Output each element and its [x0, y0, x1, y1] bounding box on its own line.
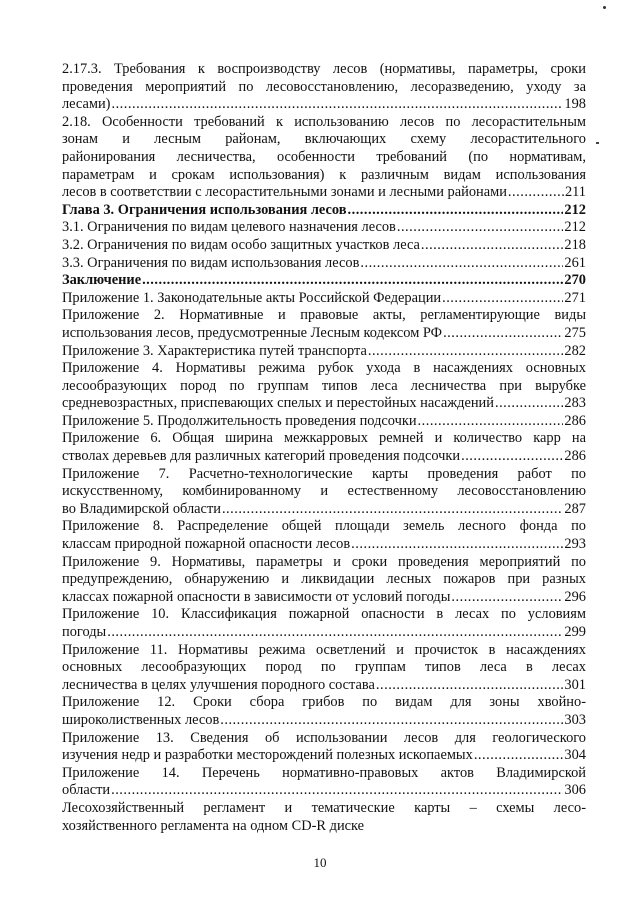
- toc-entry-text: Приложение 5. Продолжительность проведения подсочки: [62, 412, 417, 429]
- toc-entry-text: классах пожарной опасности в зависимости от условий погоды: [62, 588, 451, 605]
- dot-leader: [360, 255, 563, 273]
- toc-line: Приложение 10. Классификация пожарной опасности в лесах по условиям: [62, 606, 586, 623]
- toc-entry-chapter-3[interactable]: [62, 202, 586, 220]
- toc-line: [62, 290, 586, 308]
- toc-line: Лесохозяйственный регламент и тематические карты – схемы лесо-: [62, 799, 586, 816]
- dot-leader: [351, 536, 563, 554]
- dot-leader: [142, 272, 563, 290]
- toc-line: лесообразующих пород по группам типов леса лесничества при вырубке: [62, 377, 586, 394]
- toc-line: Приложение 6. Общая ширина межкарровых ремней и количество карр на: [62, 430, 586, 447]
- scan-speck: [596, 142, 599, 144]
- page-ref: 261: [564, 254, 586, 271]
- toc-entry-text: лесов в соответствии с лесорастительными зонами и лесными районами: [62, 184, 507, 201]
- toc-entry-appendix-8[interactable]: [62, 518, 586, 553]
- toc-line: предупреждению, обнаружению и ликвидации лесных пожаров при разных: [62, 571, 586, 588]
- toc-entry-appendix-3[interactable]: [62, 343, 586, 361]
- toc-entry-2-18[interactable]: [62, 114, 586, 202]
- page-number: 10: [313, 855, 327, 870]
- page-ref: 304: [564, 747, 586, 764]
- toc-line: Приложение 11. Нормативы режима осветлений и прочисток в насаждениях: [62, 641, 586, 658]
- toc-line: Приложение 4. Нормативы режима рубок ухода в насаждениях основных: [62, 360, 586, 377]
- toc-line: параметрам и срокам использования) к различным видам использования: [62, 166, 586, 183]
- toc-entry-appendix-4[interactable]: [62, 360, 586, 413]
- toc-line: [62, 202, 586, 220]
- toc-entry-text: Приложение 3. Характеристика путей транспорта: [62, 342, 367, 359]
- toc-entry-text: погоды: [62, 624, 107, 640]
- table-of-contents: [62, 61, 586, 835]
- toc-line: [62, 624, 586, 642]
- toc-entry-text: 3.1. Ограничения по видам целевого назначения лесов: [62, 219, 396, 236]
- toc-entry-text: лесничества в целях улучшения породного состава: [62, 676, 375, 693]
- toc-line: основных лесообразующих пород по группам типов леса в лесах: [62, 659, 586, 676]
- page-ref: 287: [564, 500, 586, 517]
- toc-entry-text: области: [62, 782, 111, 799]
- dot-leader: [368, 343, 564, 361]
- dot-leader: [461, 448, 563, 466]
- page-ref: 293: [564, 536, 586, 553]
- toc-entry-appendix-6[interactable]: [62, 430, 586, 465]
- toc-entry-appendix-11[interactable]: [62, 642, 586, 695]
- page-ref: 212: [564, 201, 586, 218]
- toc-line: [62, 343, 586, 361]
- scan-speck: [603, 6, 606, 9]
- toc-entry-conclusion[interactable]: [62, 272, 586, 290]
- toc-entry-3-1[interactable]: [62, 219, 586, 237]
- toc-entry-3-2[interactable]: [62, 237, 586, 255]
- dot-leader: [451, 589, 563, 607]
- toc-line: [62, 448, 586, 466]
- toc-entry-text: Заключение: [62, 272, 142, 289]
- toc-line: [62, 589, 586, 607]
- toc-line: [62, 325, 586, 343]
- toc-entry-text: использования лесов, предусмотренные Лесным кодексом РФ: [62, 324, 443, 341]
- dot-leader: [111, 96, 563, 114]
- page-ref: 198: [564, 96, 586, 113]
- toc-entry-appendix-7[interactable]: [62, 466, 586, 519]
- toc-entry-text: Приложение 1. Законодательные акты Российской Федерации: [62, 289, 442, 306]
- toc-entry-appendix-10[interactable]: [62, 606, 586, 641]
- toc-entry-text: Глава 3. Ограничения использования лесов: [62, 201, 347, 218]
- toc-line: [62, 747, 586, 765]
- toc-entry-text: широколиственных лесов: [62, 711, 220, 728]
- toc-entry-appendix-13[interactable]: [62, 730, 586, 765]
- toc-entry-appendix-2[interactable]: [62, 307, 586, 342]
- toc-entry-appendix-5[interactable]: [62, 413, 586, 431]
- toc-line: хозяйственного регламента на одном CD-R диске: [62, 817, 365, 834]
- page-ref: 270: [564, 272, 586, 289]
- dot-leader: [443, 325, 563, 343]
- dot-leader: [348, 202, 564, 220]
- toc-entry-text: 3.2. Ограничения по видам особо защитных участков леса: [62, 236, 420, 253]
- toc-line: [62, 501, 586, 519]
- page-ref: 301: [564, 676, 586, 693]
- toc-entry-3-3[interactable]: [62, 255, 586, 273]
- dot-leader: [376, 677, 564, 695]
- page-ref: 212: [564, 219, 586, 236]
- toc-line: зонам и лесным районам, включающих схему лесорастительного: [62, 131, 586, 148]
- toc-entry-appendix-12[interactable]: [62, 694, 586, 729]
- toc-line: Приложение 14. Перечень нормативно-правовых актов Владимирской: [62, 764, 586, 781]
- toc-entry-text: во Владимирской области: [62, 500, 221, 517]
- page-ref: 286: [564, 448, 586, 465]
- toc-line: Приложение 2. Нормативные и правовые акты, регламентирующие виды: [62, 307, 586, 324]
- toc-line: Приложение 9. Нормативы, параметры и сроки проведения мероприятий по: [62, 553, 586, 570]
- page-ref: 271: [564, 289, 586, 306]
- toc-entry-text: стволах деревьев для различных категорий проведения подсочки: [62, 448, 461, 465]
- toc-line: [62, 219, 586, 237]
- toc-line: искусственному, комбинированному и естественному лесовосстановлению: [62, 483, 586, 500]
- toc-line: [62, 712, 586, 730]
- page-ref: 299: [564, 624, 586, 640]
- page-ref: 282: [564, 342, 586, 359]
- toc-line: [62, 255, 586, 273]
- toc-entry-text: средневозрастных, приспевающих спелых и перестойных насаждений: [62, 395, 494, 412]
- dot-leader: [220, 712, 563, 730]
- toc-line: [62, 272, 586, 290]
- page-ref: 218: [564, 236, 586, 253]
- toc-line: проведения мероприятий по лесовосстановлению, лесоразведению, уходу за: [62, 78, 586, 95]
- toc-line: [62, 395, 586, 413]
- dot-leader: [421, 237, 564, 255]
- page-ref: 296: [564, 588, 586, 605]
- dot-leader: [508, 184, 564, 202]
- toc-entry-cd-r[interactable]: [62, 800, 586, 835]
- toc-line: [62, 184, 586, 202]
- dot-leader: [442, 290, 563, 308]
- toc-entry-appendix-1[interactable]: [62, 290, 586, 308]
- toc-line: 2.17.3. Требования к воспроизводству лесов (нормативы, параметры, сроки: [62, 61, 586, 77]
- toc-entry-appendix-14[interactable]: [62, 765, 586, 800]
- page-ref: 286: [564, 412, 586, 429]
- toc-entry-2-17-3[interactable]: [62, 61, 586, 114]
- toc-line: Приложение 8. Распределение общей площади земель лесного фонда по: [62, 518, 586, 535]
- toc-line: районирования лесничества, особенности требований (по нормативам,: [62, 148, 586, 165]
- toc-line: Приложение 13. Сведения об использовании лесов для геологического: [62, 729, 586, 746]
- toc-line: 2.18. Особенности требований к использованию лесов по лесорастительным: [62, 113, 586, 130]
- toc-line: [62, 237, 586, 255]
- dot-leader: [474, 747, 564, 765]
- toc-entry-text: изучения недр и разработки месторождений полезных ископаемых: [62, 747, 473, 764]
- toc-entry-text: классам природной пожарной опасности лесов: [62, 536, 351, 553]
- toc-line: [62, 413, 586, 431]
- dot-leader: [495, 395, 563, 413]
- toc-line: Приложение 12. Сроки сбора грибов по видам для зоны хвойно-: [62, 694, 586, 711]
- toc-entry-text: лесами): [62, 96, 111, 113]
- page-ref: 275: [564, 324, 586, 341]
- toc-line: Приложение 7. Расчетно-технологические карты проведения работ по: [62, 465, 586, 482]
- dot-leader: [222, 501, 563, 519]
- page-ref: 303: [564, 711, 586, 728]
- toc-line: [62, 96, 586, 114]
- toc-line: [62, 677, 586, 695]
- page-ref: 306: [564, 782, 586, 799]
- dot-leader: [418, 413, 564, 431]
- toc-line: [62, 536, 586, 554]
- dot-leader: [107, 624, 563, 642]
- page-ref: 211: [564, 184, 586, 201]
- dot-leader: [397, 219, 564, 237]
- toc-entry-text: 3.3. Ограничения по видам использования лесов: [62, 254, 360, 271]
- dot-leader: [111, 782, 563, 800]
- page-ref: 283: [564, 395, 586, 412]
- toc-line: [62, 782, 586, 800]
- toc-entry-appendix-9[interactable]: [62, 554, 586, 607]
